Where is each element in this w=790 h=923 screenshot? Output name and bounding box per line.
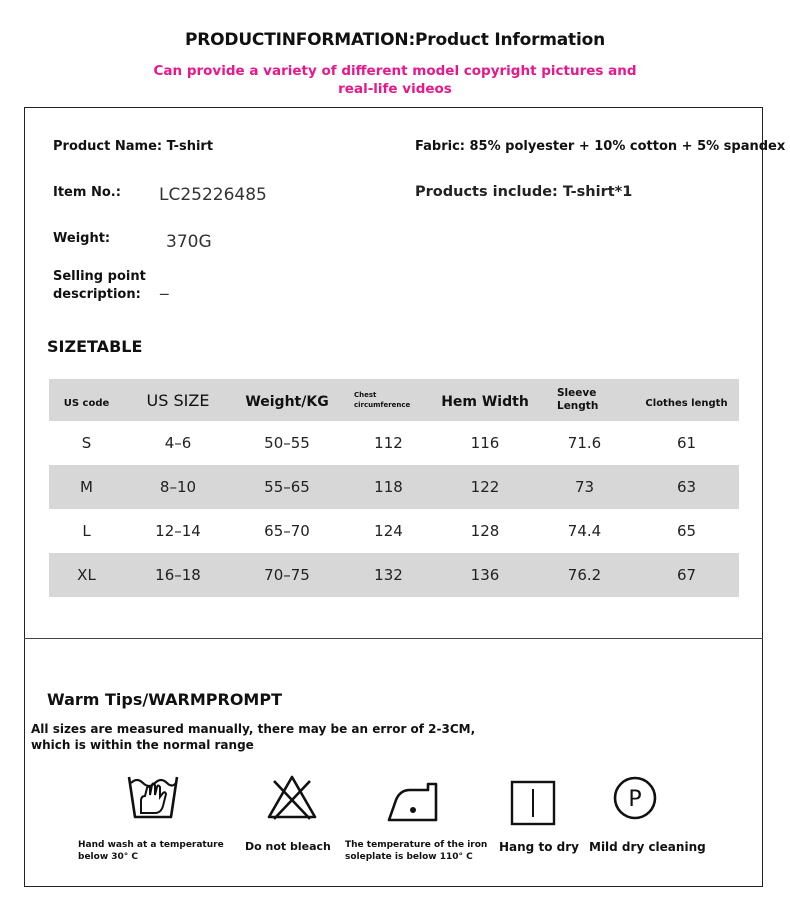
size-table-header-row [49, 379, 739, 421]
table-row [49, 553, 739, 597]
header-sleeve-length: Sleeve Length [535, 379, 634, 421]
table-cell: L [82, 522, 91, 540]
table-row [49, 465, 739, 509]
table-cell: S [81, 434, 92, 452]
svg-text:P: P [628, 787, 642, 812]
measurement-note-line-2: which is within the normal range [31, 738, 254, 752]
table-cell: 122 [435, 465, 535, 509]
weight-value: 370G [166, 232, 212, 252]
hand-wash-icon [127, 773, 179, 825]
table-cell: 74.4 [567, 522, 602, 540]
selling-point-value: _ [160, 276, 169, 296]
selling-point-label [53, 268, 146, 304]
table-row [49, 421, 739, 465]
table-cell: 73 [535, 465, 634, 509]
table-cell: XL [49, 553, 124, 597]
table-cell: 136 [435, 553, 535, 597]
dry-clean-icon [612, 775, 658, 825]
subtitle-line-2: real-life videos [338, 81, 452, 97]
table-cell: 63 [634, 465, 739, 509]
table-cell: 132 [342, 553, 435, 597]
do-not-bleach-icon [266, 773, 318, 825]
table-cell: 128 [470, 522, 500, 540]
selling-point-label-line-1: Selling point [53, 269, 146, 284]
table-cell: 8–10 [124, 465, 232, 509]
weight-label: Weight: [53, 231, 111, 246]
table-cell: 50–55 [264, 434, 310, 452]
iron-icon [386, 780, 440, 828]
table-cell: 118 [342, 465, 435, 509]
item-no-value: LC25226485 [159, 185, 267, 205]
measurement-note [31, 721, 475, 753]
table-cell: 65–70 [264, 522, 310, 540]
measurement-note-line-1: All sizes are measured manually, there may be an error of 2-3CM, [31, 722, 476, 736]
fabric-label: Fabric: 85% polyester + 10% cotton + 5% spandex [415, 139, 786, 154]
care-label-iron: The temperature of the iron soleplate is below 110° C [345, 840, 488, 862]
header-clothes-length: Clothes length [634, 379, 739, 421]
care-label-no-bleach: Do not bleach [245, 840, 331, 853]
table-cell: 71.6 [567, 434, 602, 452]
table-cell: 67 [634, 553, 739, 597]
size-table-title: SIZETABLE [47, 337, 143, 356]
selling-point-label-line-2: description: [53, 287, 141, 302]
header-weight: Weight/KG [232, 379, 342, 421]
section-divider [24, 638, 763, 639]
header-hem-width: Hem Width [435, 379, 535, 421]
table-cell: M [49, 465, 124, 509]
page-title: PRODUCTINFORMATION:Product Information [185, 30, 605, 50]
table-cell: 112 [374, 434, 403, 452]
table-cell: 65 [676, 522, 697, 540]
size-table [49, 379, 739, 597]
care-label-hand-wash: Hand wash at a temperature below 30° C [78, 840, 224, 862]
page-subtitle [0, 62, 790, 98]
table-row [49, 509, 739, 553]
table-cell: 76.2 [535, 553, 634, 597]
header-us-code: US code [49, 379, 124, 421]
item-no-label: Item No.: [53, 185, 121, 200]
care-label-dry-clean: Mild dry cleaning [589, 840, 706, 854]
table-cell: 4–6 [164, 434, 192, 452]
table-cell: 116 [470, 434, 500, 452]
warm-tips-title: Warm Tips/WARMPROMPT [47, 690, 282, 709]
care-label-hang-dry: Hang to dry [499, 840, 579, 854]
table-cell: 61 [676, 434, 697, 452]
header-us-size: US SIZE [124, 379, 232, 421]
header-chest: Chest circumference [342, 379, 435, 421]
table-cell: 55–65 [232, 465, 342, 509]
includes-label: Products include: T-shirt*1 [415, 184, 633, 200]
table-cell: 12–14 [155, 522, 201, 540]
hang-dry-icon [510, 780, 556, 830]
table-cell: 16–18 [124, 553, 232, 597]
table-cell: 70–75 [232, 553, 342, 597]
table-cell: 124 [374, 522, 403, 540]
product-name-label: Product Name: T-shirt [53, 139, 214, 154]
subtitle-line-1: Can provide a variety of different model copyright pictures and [153, 63, 637, 79]
